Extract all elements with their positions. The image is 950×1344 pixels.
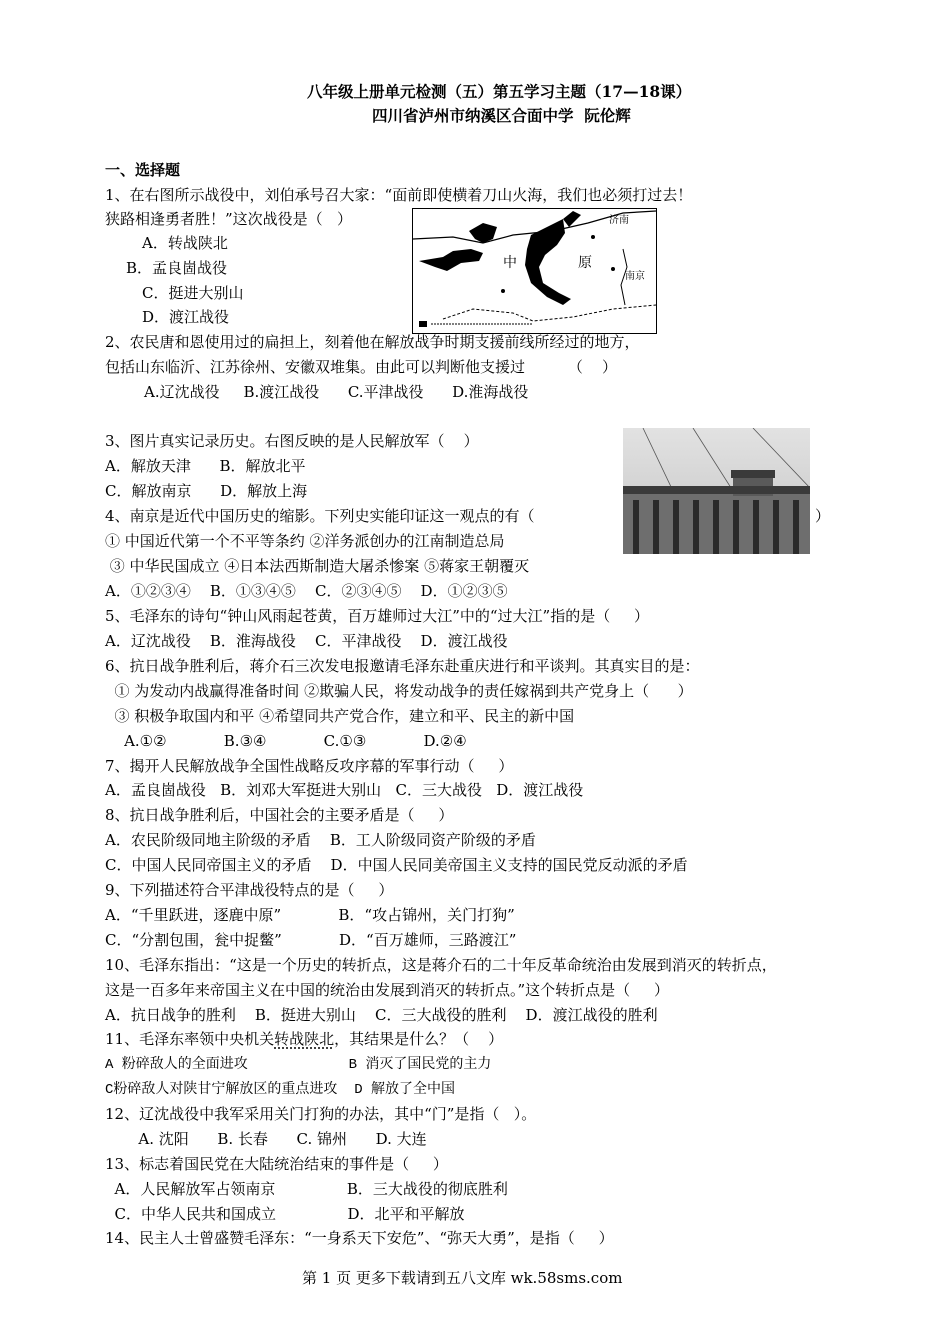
battle-map-svg [413, 209, 656, 333]
historical-photo-svg [623, 428, 810, 554]
q1-stem-2: 狭路相逢勇者胜！”这次战役是（ ） [105, 210, 352, 228]
map-city-dot [611, 267, 615, 271]
q4-stem-close: ） [815, 507, 831, 525]
q10-stem-1: 10、毛泽东指出：“这是一个历史的转折点，这是蒋介石的二十年反革命统治由发展到消灭的转折点， [105, 956, 777, 974]
q8-options-cd: C．中国人民同帝国主义的矛盾 D．中国人民同美帝国主义支持的国民党反动派的矛盾 [105, 856, 688, 874]
photo-crowd [623, 486, 810, 494]
q1-stem-1: 1、在右图所示战役中，刘伯承号召大家：“面前即使横着刀山火海，我们也必须打过去！ [105, 186, 693, 204]
q6-stem: 6、抗日战争胜利后，蒋介石三次发电报邀请毛泽东赴重庆进行和平谈判。其真实目的是： [105, 657, 700, 675]
q1-option-b: B．孟良崮战役 [126, 259, 228, 277]
q8-options-ab: A．农民阶级同地主阶级的矛盾 B．工人阶级同资产阶级的矛盾 [105, 831, 536, 849]
photo-crowd-top [731, 470, 775, 478]
q4-item-1: ① 中国近代第一个不平等条约 ②洋务派创办的江南制造总局 [105, 532, 505, 550]
q1-option-a: A．转战陕北 [142, 234, 228, 252]
q11-stem-emphasis: 转战陕北 [274, 1030, 335, 1048]
section-heading: 一、选择题 [105, 161, 181, 179]
map-city-dot [501, 289, 505, 293]
q3-options-cd: C．解放南京 D．解放上海 [105, 482, 308, 500]
map-city-dot [591, 235, 595, 239]
q6-item-2: ③ 积极争取国内和平 ④希望同共产党合作，建立和平、民主的新中国 [105, 707, 575, 725]
q9-options-ab: A．“千里跃进，逐鹿中原” B．“攻占锦州，关门打狗” [105, 906, 515, 924]
q2-stem-1: 2、农民唐和恩使用过的扁担上，刻着他在解放战争时期支援前线所经过的地方， [105, 333, 640, 351]
page-title: 八年级上册单元检测（五）第五学习主题（17—18课） [307, 82, 692, 101]
q13-options-ab: A．人民解放军占领南京 B．三大战役的彻底胜利 [105, 1180, 508, 1198]
q4-options: A．①②③④ B．①③④⑤ C．②③④⑤ D．①②③⑤ [105, 582, 508, 600]
q7-stem: 7、揭开人民解放战争全国性战略反攻序幕的军事行动（ ） [105, 757, 514, 775]
q6-item-1: ① 为发动内战赢得准备时间 ②欺骗人民，将发动战争的责任嫁祸到共产党身上（ ） [105, 682, 693, 700]
q12-options: A. 沈阳 B. 长春 C. 锦州 D. 大连 [105, 1130, 427, 1148]
q9-options-cd: C．“分割包围，瓮中捉鳖” D．“百万雄师，三路渡江” [105, 931, 517, 949]
q2-stem-2: 包括山东临沂、江苏徐州、安徽双堆集。由此可以判断他支援过 （ ） [105, 358, 617, 376]
battle-map-figure [412, 208, 657, 334]
author-line: 四川省泸州市纳溪区合面中学 阮伦辉 [372, 106, 631, 125]
q5-options: A．辽沈战役 B．淮海战役 C．平津战役 D．渡江战役 [105, 632, 508, 650]
page-footer: 第 1 页 更多下载请到五八文库 wk.58sms.com [302, 1269, 623, 1287]
historical-photo-figure [623, 428, 810, 554]
q10-options: A．抗日战争的胜利 B．挺进大别山 C．三大战役的胜利 D．渡江战役的胜利 [105, 1006, 658, 1024]
q11-options-ab: A 粉碎敌人的全面进攻 B 消灭了国民党的主力 [105, 1057, 492, 1073]
q10-stem-2: 这是一百多年来帝国主义在中国的统治由发展到消灭的转折点。”这个转折点是（ ） [105, 981, 670, 999]
q12-stem: 12、辽沈战役中我军采用关门打狗的办法，其中“门”是指（ ）。 [105, 1105, 537, 1123]
q8-stem: 8、抗日战争胜利后，中国社会的主要矛盾是（ ） [105, 806, 454, 824]
map-label-yuan: 原 [578, 255, 592, 271]
q4-stem: 4、南京是近代中国历史的缩影。下列史实能印证这一观点的有（ [105, 507, 535, 525]
map-legend-swatch [419, 321, 427, 327]
q5-stem: 5、毛泽东的诗句“钟山风雨起苍黄，百万雄师过大江”中的“过大江”指的是（ ） [105, 607, 650, 625]
q4-item-2: ③ 中华民国成立 ④日本法西斯制造大屠杀惨案 ⑤蒋家王朝覆灭 [105, 557, 530, 575]
q6-options: A.①② B.③④ C.①③ D.②④ [105, 732, 467, 750]
q3-options-ab: A．解放天津 B．解放北平 [105, 457, 306, 475]
q1-option-c: C．挺进大别山 [142, 284, 244, 302]
q1-option-d: D．渡江战役 [142, 308, 230, 326]
q11-stem-pre: 11、毛泽东率领中央机关 [105, 1030, 275, 1048]
q11-options-cd: C粉碎敌人对陕甘宁解放区的重点进攻 D 解放了全中国 [105, 1082, 456, 1098]
photo-columns [633, 500, 799, 554]
map-label-jinan: 济南 [609, 215, 629, 226]
q3-stem: 3、图片真实记录历史。右图反映的是人民解放军（ ） [105, 432, 479, 450]
q7-options: A．孟良崮战役 B．刘邓大军挺进大别山 C．三大战役 D．渡江战役 [105, 781, 584, 799]
q11-stem-post: ，其结果是什么？（ ） [334, 1030, 504, 1048]
q2-options: A.辽沈战役 B.渡江战役 C.平津战役 D.淮海战役 [144, 383, 529, 401]
q11-stem [105, 1029, 503, 1049]
q13-stem: 13、标志着国民党在大陆统治结束的事件是（ ） [105, 1155, 448, 1173]
q9-stem: 9、下列描述符合平津战役特点的是（ ） [105, 881, 394, 899]
q13-options-cd: C．中华人民共和国成立 D．北平和平解放 [105, 1205, 465, 1223]
map-label-zhong: 中 [503, 255, 517, 271]
q14-stem: 14、民主人士曾盛赞毛泽东：“一身系天下安危”、“弥天大勇”，是指（ ） [105, 1229, 614, 1247]
map-label-nanjing: 南京 [625, 271, 645, 282]
